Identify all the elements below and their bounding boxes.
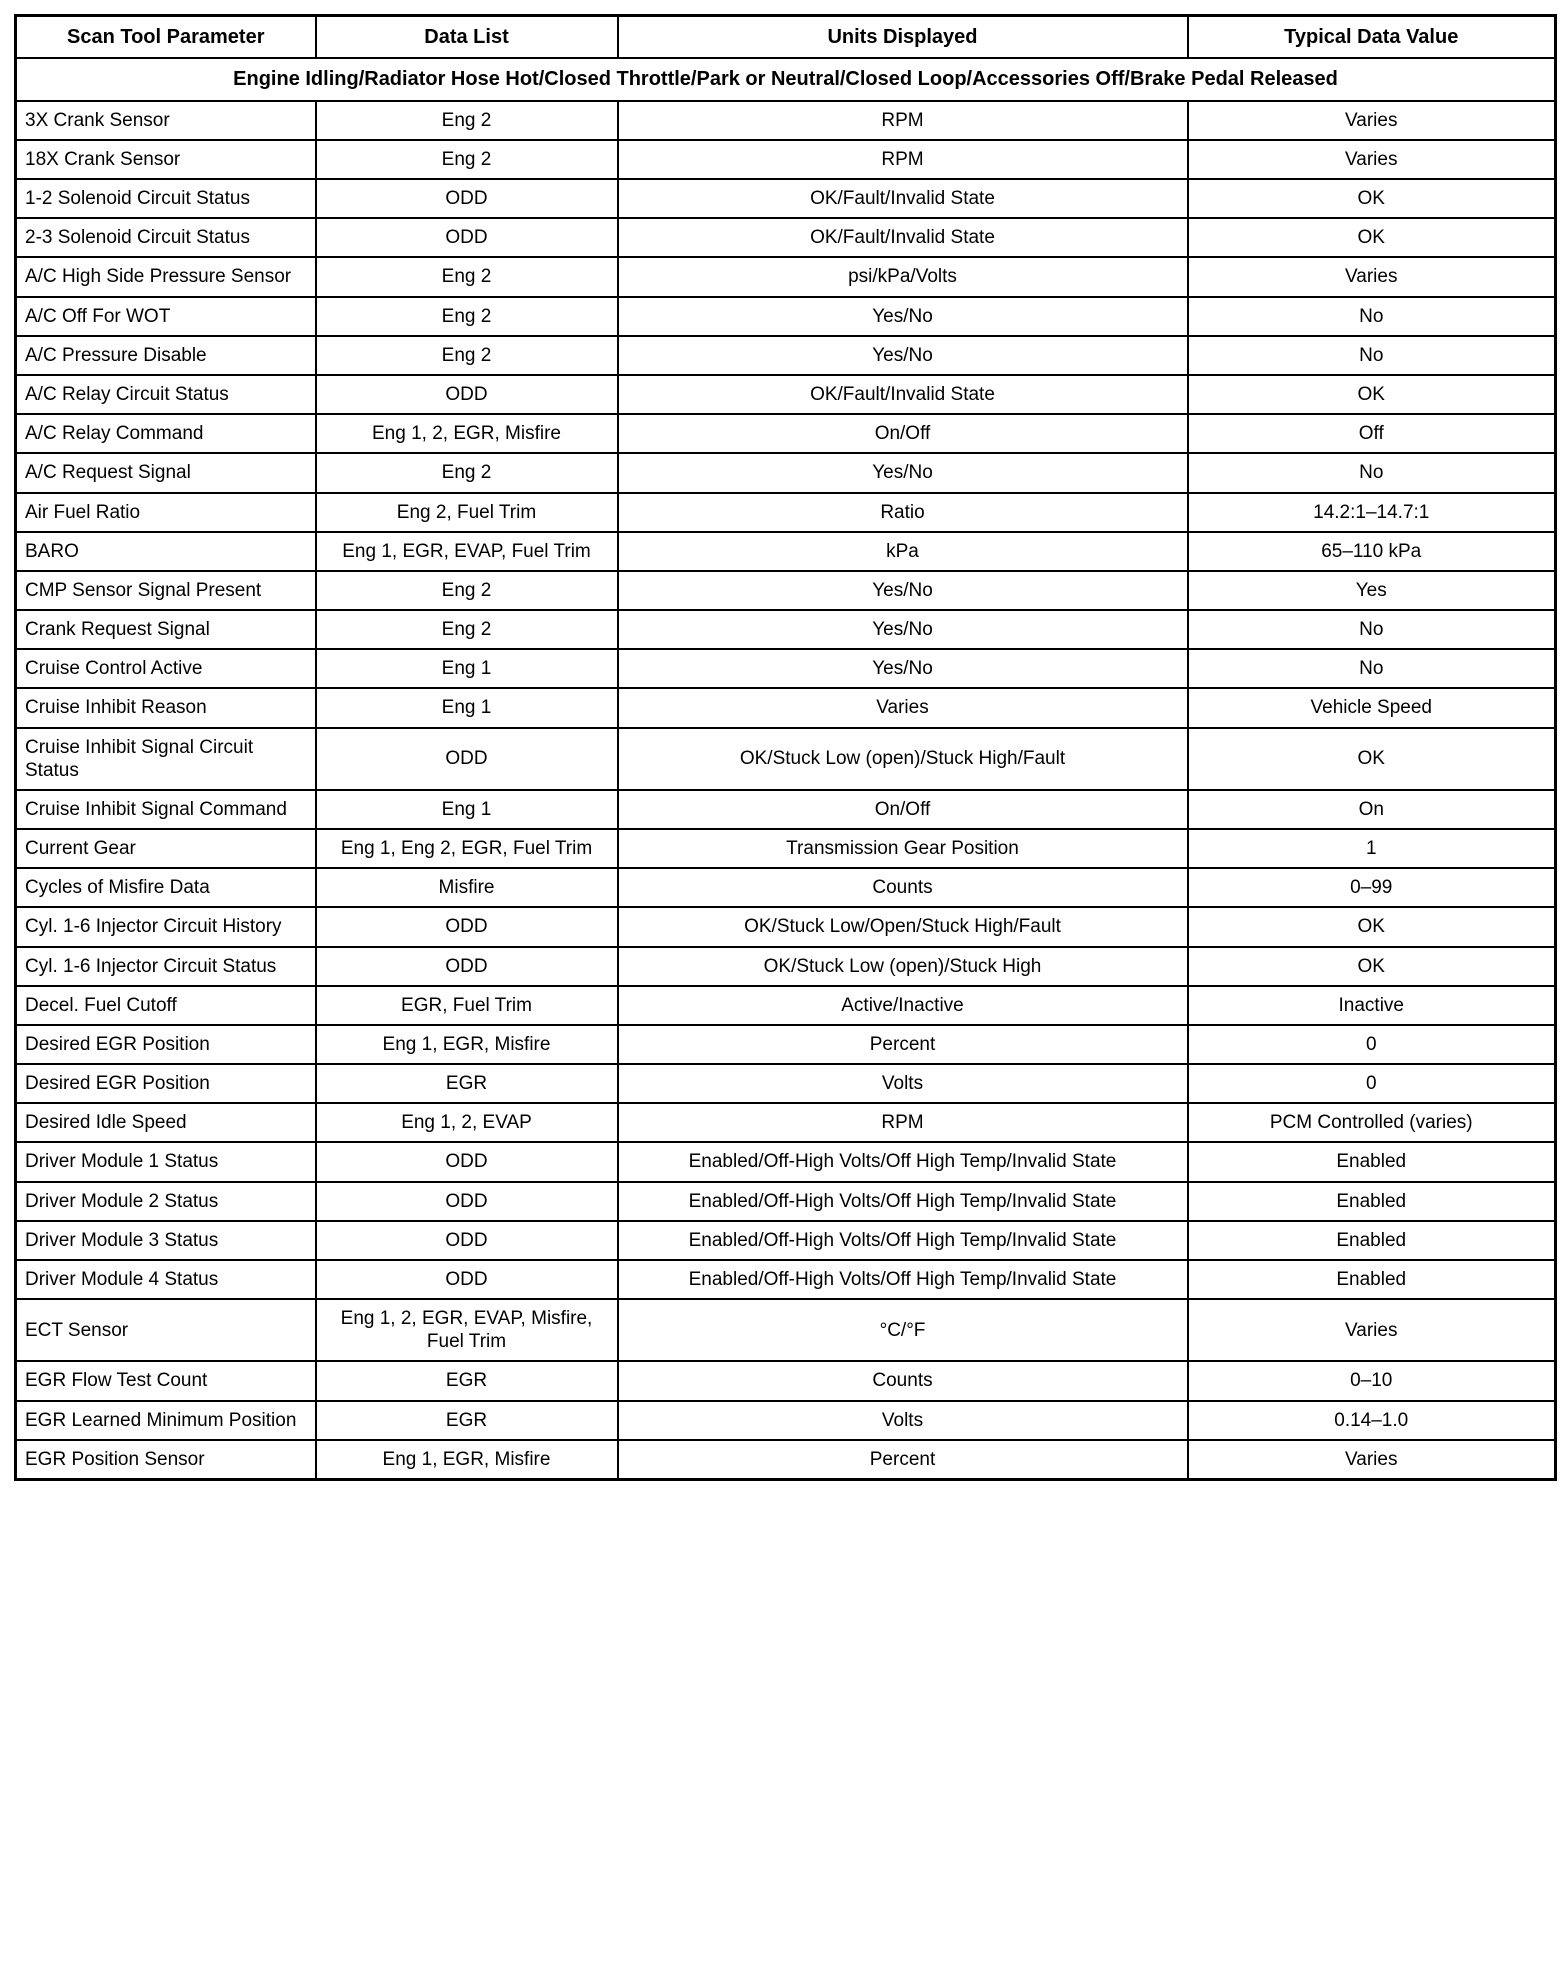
table-row (16, 453, 1556, 492)
table-cell: Off (1188, 414, 1556, 453)
table-cell: OK/Fault/Invalid State (618, 218, 1188, 257)
table-body (16, 101, 1556, 1480)
table-cell: Yes/No (618, 571, 1188, 610)
table-cell: Driver Module 2 Status (16, 1182, 316, 1221)
table-cell: 0–10 (1188, 1361, 1556, 1400)
table-cell: 65–110 kPa (1188, 532, 1556, 571)
table-cell: Varies (1188, 140, 1556, 179)
table-row (16, 1299, 1556, 1361)
table-row (16, 414, 1556, 453)
table-cell: OK (1188, 375, 1556, 414)
table-cell: Eng 1, EGR, EVAP, Fuel Trim (316, 532, 618, 571)
table-cell: Eng 1, 2, EGR, EVAP, Misfire, Fuel Trim (316, 1299, 618, 1361)
table-cell: Cruise Inhibit Signal Command (16, 790, 316, 829)
scan-tool-parameter-table (14, 14, 1557, 1481)
table-cell: Eng 1 (316, 649, 618, 688)
table-cell: Eng 2 (316, 336, 618, 375)
table-cell: A/C Relay Command (16, 414, 316, 453)
table-cell: Transmission Gear Position (618, 829, 1188, 868)
table-cell: 18X Crank Sensor (16, 140, 316, 179)
table-cell: EGR Position Sensor (16, 1440, 316, 1480)
condition-text: Engine Idling/Radiator Hose Hot/Closed Throttle/Park or Neutral/Closed Loop/Accessories Off/Brake Pedal Released (16, 58, 1556, 100)
table-cell: °C/°F (618, 1299, 1188, 1361)
table-cell: psi/kPa/Volts (618, 257, 1188, 296)
table-cell: Enabled (1188, 1142, 1556, 1181)
table-cell: Desired Idle Speed (16, 1103, 316, 1142)
condition-row (16, 58, 1556, 100)
table-cell: ODD (316, 947, 618, 986)
column-header-data-list: Data List (316, 16, 618, 59)
table-cell: On/Off (618, 790, 1188, 829)
table-cell: EGR Learned Minimum Position (16, 1401, 316, 1440)
table-cell: 0–99 (1188, 868, 1556, 907)
table-row (16, 1064, 1556, 1103)
table-cell: Cyl. 1-6 Injector Circuit History (16, 907, 316, 946)
table-cell: Driver Module 3 Status (16, 1221, 316, 1260)
table-cell: Misfire (316, 868, 618, 907)
table-row (16, 218, 1556, 257)
table-cell: Enabled/Off-High Volts/Off High Temp/Invalid State (618, 1182, 1188, 1221)
table-row (16, 829, 1556, 868)
table-cell: Enabled (1188, 1260, 1556, 1299)
table-row (16, 101, 1556, 140)
table-cell: ODD (316, 1260, 618, 1299)
table-cell: Varies (1188, 257, 1556, 296)
table-cell: Driver Module 1 Status (16, 1142, 316, 1181)
table-row (16, 493, 1556, 532)
table-cell: A/C High Side Pressure Sensor (16, 257, 316, 296)
table-row (16, 1361, 1556, 1400)
table-cell: Cruise Inhibit Signal Circuit Status (16, 728, 316, 790)
table-cell: Eng 2 (316, 297, 618, 336)
table-cell: No (1188, 297, 1556, 336)
table-cell: EGR (316, 1401, 618, 1440)
table-cell: RPM (618, 1103, 1188, 1142)
table-cell: Driver Module 4 Status (16, 1260, 316, 1299)
table-row (16, 868, 1556, 907)
table-cell: Inactive (1188, 986, 1556, 1025)
table-cell: EGR (316, 1064, 618, 1103)
table-cell: Active/Inactive (618, 986, 1188, 1025)
table-row (16, 1182, 1556, 1221)
table-row (16, 1440, 1556, 1480)
table-cell: PCM Controlled (varies) (1188, 1103, 1556, 1142)
table-cell: A/C Pressure Disable (16, 336, 316, 375)
table-cell: Cruise Control Active (16, 649, 316, 688)
table-cell: OK/Stuck Low/Open/Stuck High/Fault (618, 907, 1188, 946)
table-cell: ODD (316, 1221, 618, 1260)
table-row (16, 257, 1556, 296)
table-cell: Yes/No (618, 610, 1188, 649)
table-cell: OK (1188, 947, 1556, 986)
table-cell: OK/Stuck Low (open)/Stuck High (618, 947, 1188, 986)
table-cell: Enabled/Off-High Volts/Off High Temp/Invalid State (618, 1221, 1188, 1260)
table-cell: 1 (1188, 829, 1556, 868)
table-cell: RPM (618, 101, 1188, 140)
table-cell: 0.14–1.0 (1188, 1401, 1556, 1440)
table-cell: 0 (1188, 1025, 1556, 1064)
table-cell: Volts (618, 1401, 1188, 1440)
table-cell: Ratio (618, 493, 1188, 532)
table-cell: kPa (618, 532, 1188, 571)
table-cell: Eng 1, EGR, Misfire (316, 1440, 618, 1480)
table-cell: Eng 1 (316, 790, 618, 829)
table-row (16, 1142, 1556, 1181)
table-cell: Yes/No (618, 453, 1188, 492)
table-cell: Eng 2 (316, 140, 618, 179)
table-cell: Cruise Inhibit Reason (16, 688, 316, 727)
table-row (16, 1401, 1556, 1440)
table-cell: Eng 2 (316, 257, 618, 296)
table-cell: No (1188, 336, 1556, 375)
header-row (16, 16, 1556, 59)
table-cell: 1-2 Solenoid Circuit Status (16, 179, 316, 218)
table-cell: Eng 1 (316, 688, 618, 727)
table-cell: ODD (316, 179, 618, 218)
table-row (16, 649, 1556, 688)
column-header-units-displayed: Units Displayed (618, 16, 1188, 59)
table-cell: 3X Crank Sensor (16, 101, 316, 140)
table-row (16, 728, 1556, 790)
table-cell: 2-3 Solenoid Circuit Status (16, 218, 316, 257)
table-row (16, 1025, 1556, 1064)
table-cell: Desired EGR Position (16, 1064, 316, 1103)
table-cell: Crank Request Signal (16, 610, 316, 649)
table-cell: ODD (316, 1142, 618, 1181)
table-cell: Eng 2 (316, 453, 618, 492)
table-cell: ODD (316, 375, 618, 414)
table-cell: Vehicle Speed (1188, 688, 1556, 727)
table-cell: OK (1188, 218, 1556, 257)
table-cell: Counts (618, 1361, 1188, 1400)
table-cell: Air Fuel Ratio (16, 493, 316, 532)
table-row (16, 532, 1556, 571)
table-cell: OK (1188, 728, 1556, 790)
table-cell: EGR Flow Test Count (16, 1361, 316, 1400)
table-row (16, 907, 1556, 946)
table-cell: Eng 2 (316, 101, 618, 140)
table-cell: Yes/No (618, 649, 1188, 688)
table-cell: EGR (316, 1361, 618, 1400)
table-cell: Current Gear (16, 829, 316, 868)
table-cell: 14.2:1–14.7:1 (1188, 493, 1556, 532)
table-row (16, 947, 1556, 986)
table-cell: Varies (1188, 101, 1556, 140)
table-cell: BARO (16, 532, 316, 571)
table-row (16, 336, 1556, 375)
table-cell: Counts (618, 868, 1188, 907)
table-cell: No (1188, 610, 1556, 649)
table-cell: ODD (316, 1182, 618, 1221)
table-cell: A/C Off For WOT (16, 297, 316, 336)
table-cell: Percent (618, 1025, 1188, 1064)
table-cell: Varies (1188, 1440, 1556, 1480)
table-cell: Eng 2, Fuel Trim (316, 493, 618, 532)
table-cell: 0 (1188, 1064, 1556, 1103)
table-cell: Yes/No (618, 297, 1188, 336)
table-cell: Volts (618, 1064, 1188, 1103)
table-cell: OK (1188, 907, 1556, 946)
table-row (16, 986, 1556, 1025)
table-cell: Varies (1188, 1299, 1556, 1361)
table-cell: Eng 1, 2, EVAP (316, 1103, 618, 1142)
table-cell: Eng 2 (316, 610, 618, 649)
table-cell: RPM (618, 140, 1188, 179)
table-cell: Desired EGR Position (16, 1025, 316, 1064)
table-cell: ODD (316, 728, 618, 790)
table-cell: Decel. Fuel Cutoff (16, 986, 316, 1025)
table-row (16, 790, 1556, 829)
table-cell: ODD (316, 907, 618, 946)
table-cell: Yes (1188, 571, 1556, 610)
table-cell: Cyl. 1-6 Injector Circuit Status (16, 947, 316, 986)
table-cell: OK (1188, 179, 1556, 218)
table-cell: Eng 2 (316, 571, 618, 610)
table-cell: Varies (618, 688, 1188, 727)
table-cell: No (1188, 649, 1556, 688)
table-cell: A/C Request Signal (16, 453, 316, 492)
table-cell: Eng 1, Eng 2, EGR, Fuel Trim (316, 829, 618, 868)
table-row (16, 688, 1556, 727)
table-row (16, 1260, 1556, 1299)
table-cell: OK/Stuck Low (open)/Stuck High/Fault (618, 728, 1188, 790)
table-cell: OK/Fault/Invalid State (618, 375, 1188, 414)
table-cell: On (1188, 790, 1556, 829)
table-row (16, 140, 1556, 179)
table-cell: Enabled (1188, 1182, 1556, 1221)
table-cell: Enabled/Off-High Volts/Off High Temp/Invalid State (618, 1260, 1188, 1299)
column-header-scan-tool-parameter: Scan Tool Parameter (16, 16, 316, 59)
table-cell: A/C Relay Circuit Status (16, 375, 316, 414)
table-cell: Eng 1, 2, EGR, Misfire (316, 414, 618, 453)
table-row (16, 179, 1556, 218)
table-cell: Cycles of Misfire Data (16, 868, 316, 907)
table-row (16, 297, 1556, 336)
table-row (16, 610, 1556, 649)
table-cell: No (1188, 453, 1556, 492)
table-cell: On/Off (618, 414, 1188, 453)
table-row (16, 375, 1556, 414)
table-cell: Enabled/Off-High Volts/Off High Temp/Invalid State (618, 1142, 1188, 1181)
table-cell: Yes/No (618, 336, 1188, 375)
table-cell: CMP Sensor Signal Present (16, 571, 316, 610)
column-header-typical-data-value: Typical Data Value (1188, 16, 1556, 59)
table-cell: OK/Fault/Invalid State (618, 179, 1188, 218)
table-cell: Percent (618, 1440, 1188, 1480)
table-cell: EGR, Fuel Trim (316, 986, 618, 1025)
table-cell: ODD (316, 218, 618, 257)
table-row (16, 571, 1556, 610)
table-row (16, 1221, 1556, 1260)
table-cell: Enabled (1188, 1221, 1556, 1260)
table-cell: Eng 1, EGR, Misfire (316, 1025, 618, 1064)
table-cell: ECT Sensor (16, 1299, 316, 1361)
table-row (16, 1103, 1556, 1142)
